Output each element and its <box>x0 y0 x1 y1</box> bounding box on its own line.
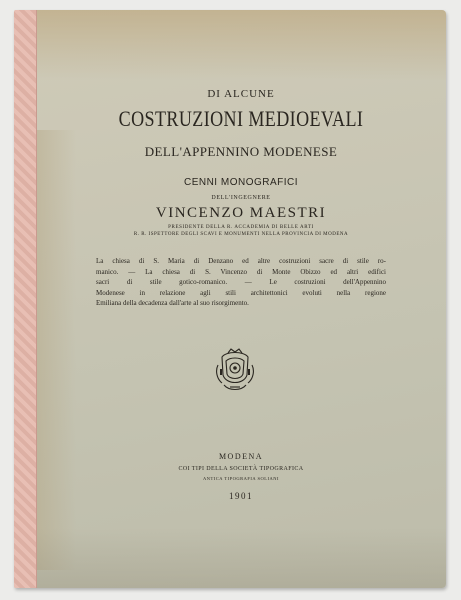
publication-year: 1901 <box>229 491 253 501</box>
author-affiliation-1: PRESIDENTE DELLA R. ACCADEMIA DI BELLE ARTI <box>168 225 314 230</box>
section-heading: CENNI MONOGRAFICI <box>183 177 299 188</box>
summary-line: manico. — La chiesa di S. Vincenzo di Monte Obizzo ed altri edifici <box>96 267 386 276</box>
author-affiliation-2: R. R. ISPETTORE DEGLI SCAVI E MONUMENTI NELLA PROVINCIA DI MODENA <box>133 232 349 237</box>
contents-summary <box>96 256 386 309</box>
by-line: DELL'INGEGNERE <box>211 195 271 201</box>
binding-spine <box>14 10 37 588</box>
subtitle: DELL'APPENNINO MODENESE <box>144 144 338 159</box>
author-name: VINCENZO MAESTRI <box>155 205 327 221</box>
main-title: COSTRUZIONI MEDIOEVALI <box>118 106 364 131</box>
publication-city: MODENA <box>218 452 264 461</box>
pre-title: DI ALCUNE <box>207 88 275 100</box>
summary-line: sacri di stile gotico-romanico. — Le costruzioni dell'Appennino <box>96 278 386 286</box>
summary-line: Modenese in relazione agli stili architettonici evoluti nella regione <box>96 288 386 297</box>
summary-line: La chiesa di S. Maria di Denzano ed altre costruzioni sacre di stile ro- <box>96 257 386 265</box>
printer-name: COI TIPI DELLA SOCIETÀ TIPOGRAFICA <box>178 466 304 472</box>
summary-line: Emiliana della decadenza dall'arte al suo risorgimento. <box>96 299 249 307</box>
printer-detail: ANTICA TIPOGRAFIA SOLIANI <box>203 476 279 481</box>
printer-emblem-icon <box>214 347 256 393</box>
booklet-cover <box>14 10 446 588</box>
cover-content <box>36 10 446 588</box>
